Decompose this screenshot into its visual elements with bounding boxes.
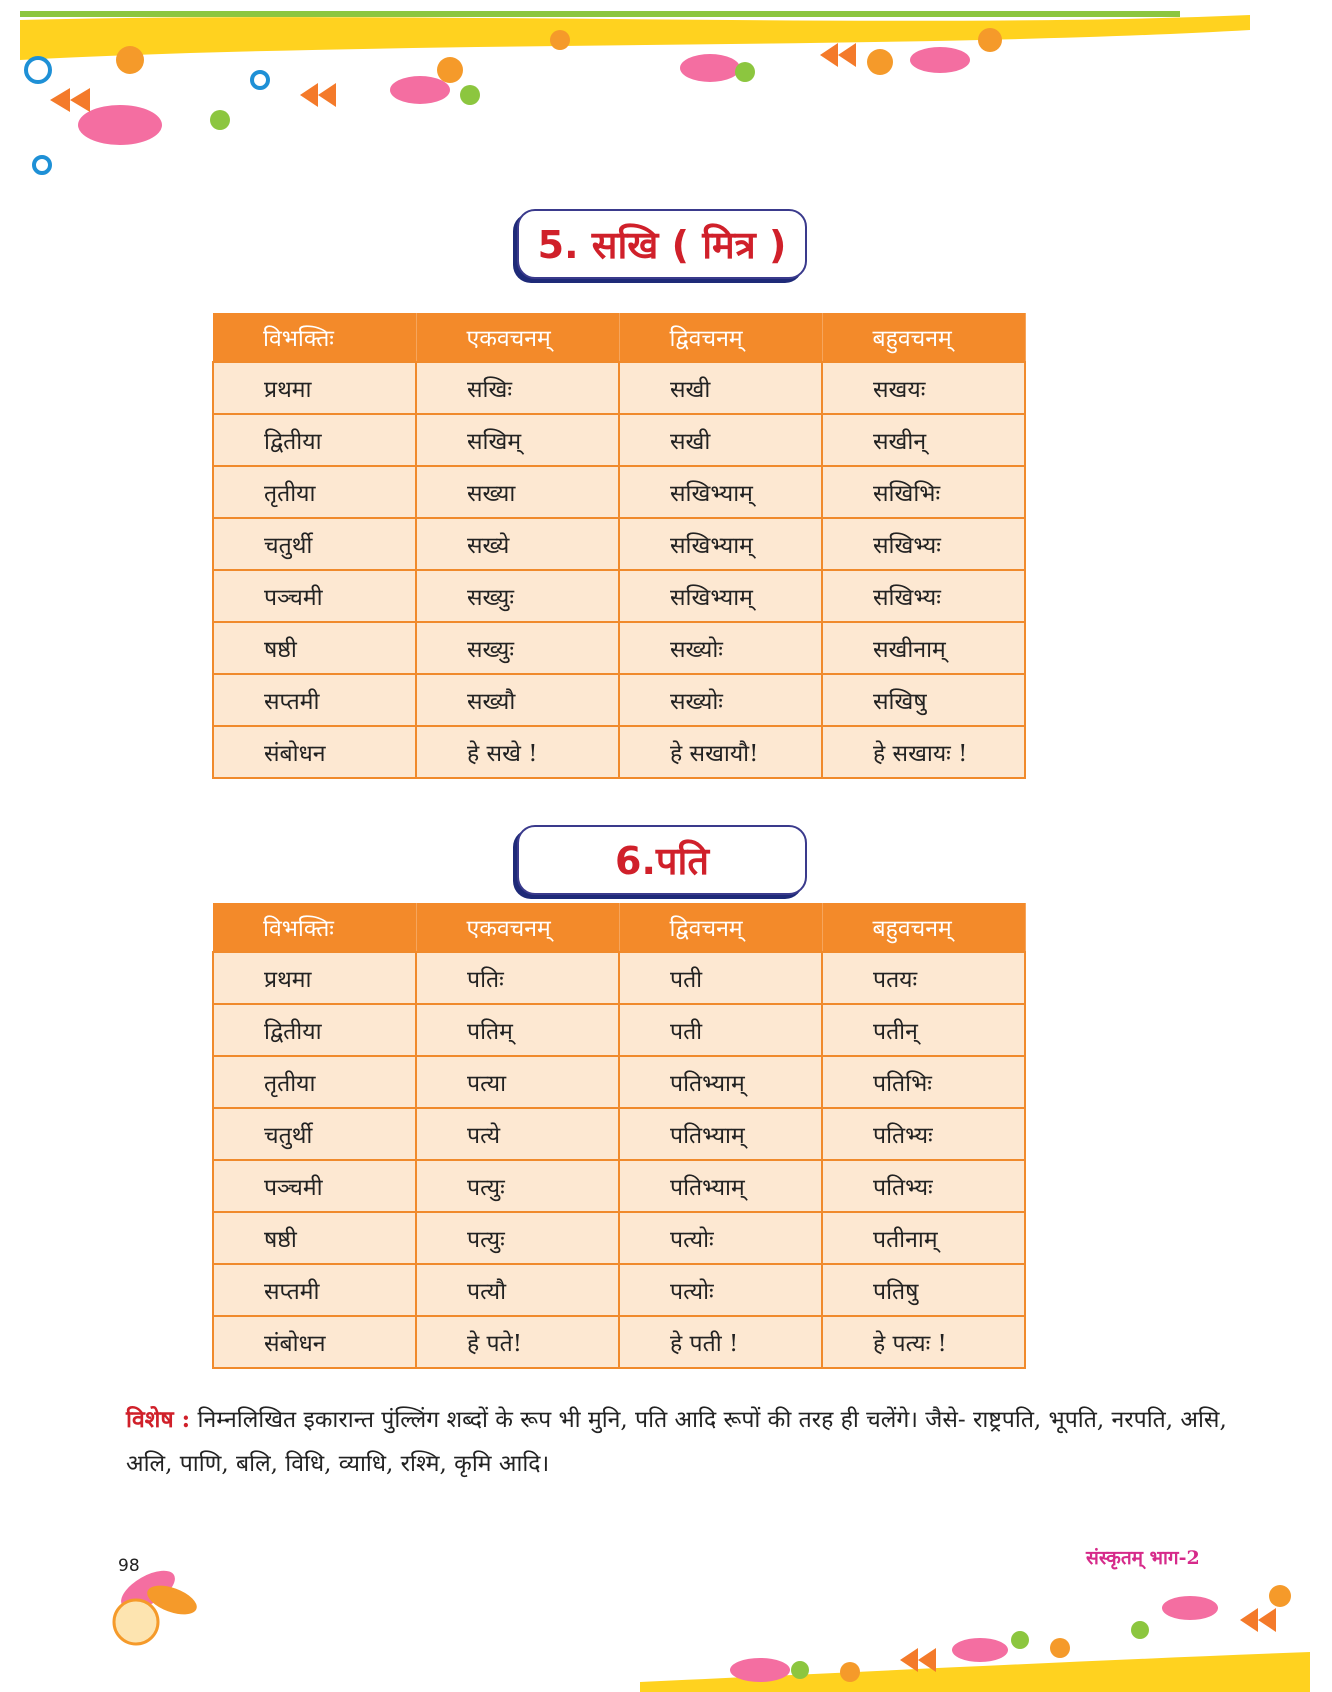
table-row bbox=[213, 1264, 1025, 1316]
table-cell: पतिभिः bbox=[822, 1056, 1025, 1108]
table-cell: षष्ठी bbox=[213, 622, 416, 674]
table-cell: हे सखायौ! bbox=[619, 726, 822, 778]
table-cell: पत्योः bbox=[619, 1212, 822, 1264]
table-cell: सखी bbox=[619, 414, 822, 466]
table-cell: सख्युः bbox=[416, 622, 619, 674]
table-cell: हे सखायः ! bbox=[822, 726, 1025, 778]
table-cell: पञ्चमी bbox=[213, 1160, 416, 1212]
table-cell: सखिः bbox=[416, 362, 619, 414]
table-row bbox=[213, 1316, 1025, 1368]
table-cell: चतुर्थी bbox=[213, 1108, 416, 1160]
table-cell: पतयः bbox=[822, 952, 1025, 1004]
table-row bbox=[213, 518, 1025, 570]
table-cell: चतुर्थी bbox=[213, 518, 416, 570]
table-cell: पतीन् bbox=[822, 1004, 1025, 1056]
table-row bbox=[213, 952, 1025, 1004]
table-cell: सखीन् bbox=[822, 414, 1025, 466]
table-cell: पत्योः bbox=[619, 1264, 822, 1316]
table-cell: सखिषु bbox=[822, 674, 1025, 726]
table-cell: पतीनाम् bbox=[822, 1212, 1025, 1264]
declension-table-sakhi bbox=[212, 313, 1026, 779]
table-cell: हे पती ! bbox=[619, 1316, 822, 1368]
table-row bbox=[213, 570, 1025, 622]
table-cell: षष्ठी bbox=[213, 1212, 416, 1264]
header-vibhakti: विभक्तिः bbox=[213, 903, 416, 952]
table-cell: पत्युः bbox=[416, 1212, 619, 1264]
table-cell: सखिम् bbox=[416, 414, 619, 466]
table-row bbox=[213, 1004, 1025, 1056]
table-cell: पञ्चमी bbox=[213, 570, 416, 622]
table-cell: प्रथमा bbox=[213, 952, 416, 1004]
table-cell: तृतीया bbox=[213, 466, 416, 518]
table-cell: पतिभ्याम् bbox=[619, 1056, 822, 1108]
table-cell: पतिभ्याम् bbox=[619, 1108, 822, 1160]
header-ekavachanam: एकवचनम् bbox=[416, 903, 619, 952]
table-cell: द्वितीया bbox=[213, 1004, 416, 1056]
table-header-row bbox=[213, 313, 1025, 362]
table-cell: सख्युः bbox=[416, 570, 619, 622]
table-cell: तृतीया bbox=[213, 1056, 416, 1108]
table-cell: प्रथमा bbox=[213, 362, 416, 414]
table-cell: सखी bbox=[619, 362, 822, 414]
table-row bbox=[213, 1212, 1025, 1264]
table-cell: संबोधन bbox=[213, 1316, 416, 1368]
top-decorative-border bbox=[0, 0, 1332, 190]
table-cell: पतिम् bbox=[416, 1004, 619, 1056]
header-ekavachanam: एकवचनम् bbox=[416, 313, 619, 362]
table-cell: सखीनाम् bbox=[822, 622, 1025, 674]
header-bahuvachanam: बहुवचनम् bbox=[822, 313, 1025, 362]
table-row bbox=[213, 674, 1025, 726]
table-row bbox=[213, 466, 1025, 518]
table-cell: सख्योः bbox=[619, 674, 822, 726]
table-row bbox=[213, 622, 1025, 674]
table-cell: हे पत्यः ! bbox=[822, 1316, 1025, 1368]
table-row bbox=[213, 726, 1025, 778]
table-row bbox=[213, 1108, 1025, 1160]
table-row bbox=[213, 1056, 1025, 1108]
table-cell: सखिभ्याम् bbox=[619, 518, 822, 570]
section-title-sakhi: 5. सखि ( मित्र ) bbox=[517, 209, 807, 279]
table-cell: पत्यौ bbox=[416, 1264, 619, 1316]
table-cell: सखिभ्याम् bbox=[619, 466, 822, 518]
table-cell: सखिभ्यः bbox=[822, 570, 1025, 622]
header-dvivachanam: द्विवचनम् bbox=[619, 903, 822, 952]
section-title-pati: 6.पति bbox=[517, 825, 807, 895]
table-cell: सख्ये bbox=[416, 518, 619, 570]
table-cell: पतिषु bbox=[822, 1264, 1025, 1316]
bottom-decorative-border bbox=[0, 1560, 1332, 1692]
table-cell: सख्योः bbox=[619, 622, 822, 674]
special-note bbox=[126, 1398, 1246, 1486]
table-cell: पतिभ्यः bbox=[822, 1160, 1025, 1212]
table-cell: सख्यौ bbox=[416, 674, 619, 726]
table-cell: पत्ये bbox=[416, 1108, 619, 1160]
table-cell: पतिभ्याम् bbox=[619, 1160, 822, 1212]
table-cell: सखयः bbox=[822, 362, 1025, 414]
table-cell: पतिभ्यः bbox=[822, 1108, 1025, 1160]
table-cell: हे पते! bbox=[416, 1316, 619, 1368]
book-title: संस्कृतम् भाग-2 bbox=[1086, 1547, 1200, 1569]
header-bahuvachanam: बहुवचनम् bbox=[822, 903, 1025, 952]
table-cell: सख्या bbox=[416, 466, 619, 518]
table-row bbox=[213, 362, 1025, 414]
table-cell: सप्तमी bbox=[213, 674, 416, 726]
table-cell: पती bbox=[619, 952, 822, 1004]
table-cell: हे सखे ! bbox=[416, 726, 619, 778]
header-vibhakti: विभक्तिः bbox=[213, 313, 416, 362]
header-dvivachanam: द्विवचनम् bbox=[619, 313, 822, 362]
table-cell: पतिः bbox=[416, 952, 619, 1004]
table-cell: पती bbox=[619, 1004, 822, 1056]
table-cell: सप्तमी bbox=[213, 1264, 416, 1316]
table-cell: सखिभ्याम् bbox=[619, 570, 822, 622]
table-cell: पत्या bbox=[416, 1056, 619, 1108]
table-cell: सखिभ्यः bbox=[822, 518, 1025, 570]
table-row bbox=[213, 414, 1025, 466]
page-number: 98 bbox=[118, 1556, 140, 1576]
note-text: निम्नलिखित इकारान्त पुंल्लिंग शब्दों के रूप भी मुनि, पति आदि रूपों की तरह ही चलेंगे। जैसे- राष्ट्रपति, भूपति, नरपति, असि, अलि, पाणि, बलि, विधि, व्याधि, रश्मि, कृमि आदि। bbox=[126, 1407, 1227, 1477]
table-cell: संबोधन bbox=[213, 726, 416, 778]
table-header-row bbox=[213, 903, 1025, 952]
table-cell: सखिभिः bbox=[822, 466, 1025, 518]
table-row bbox=[213, 1160, 1025, 1212]
note-label: विशेष : bbox=[126, 1406, 191, 1433]
table-cell: द्वितीया bbox=[213, 414, 416, 466]
declension-table-pati bbox=[212, 903, 1026, 1369]
table-cell: पत्युः bbox=[416, 1160, 619, 1212]
